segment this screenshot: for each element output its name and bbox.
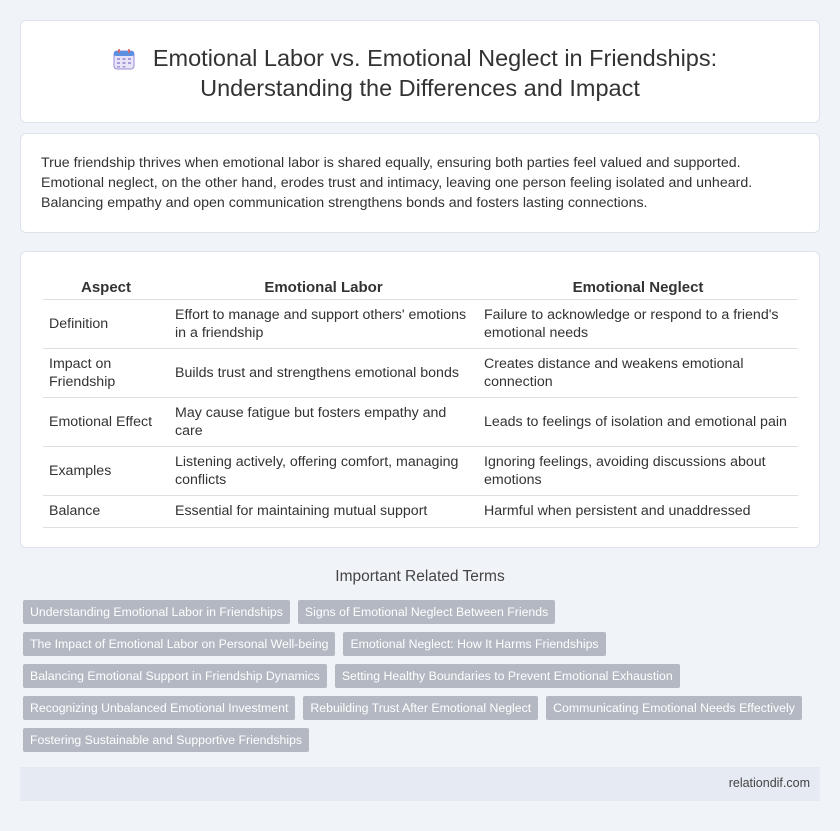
related-term-link[interactable]: Fostering Sustainable and Supportive Friendships xyxy=(23,728,309,752)
footer-site-link[interactable]: relationdif.com xyxy=(728,776,810,790)
header-aspect: Aspect xyxy=(43,274,169,299)
table-cell: Harmful when persistent and unaddressed xyxy=(478,495,798,527)
table-header-row xyxy=(43,274,798,299)
related-term-link[interactable]: Balancing Emotional Support in Friendship Dynamics xyxy=(23,664,327,688)
table-cell: Examples xyxy=(43,446,169,495)
related-term-link[interactable]: Communicating Emotional Needs Effectively xyxy=(546,696,802,720)
intro-card xyxy=(20,133,820,233)
table-cell: Impact on Friendship xyxy=(43,348,169,397)
footer xyxy=(20,767,820,801)
page-title xyxy=(21,43,819,103)
table-row xyxy=(43,397,798,446)
table-cell: Definition xyxy=(43,299,169,348)
table-cell: Effort to manage and support others' emotions in a friendship xyxy=(169,299,478,348)
related-term-link[interactable]: Recognizing Unbalanced Emotional Investment xyxy=(23,696,295,720)
header-emotional-neglect: Emotional Neglect xyxy=(478,274,798,299)
table-cell: May cause fatigue but fosters empathy and care xyxy=(169,397,478,446)
comparison-card xyxy=(20,251,820,548)
table-cell: Emotional Effect xyxy=(43,397,169,446)
table-row xyxy=(43,446,798,495)
table-cell: Leads to feelings of isolation and emotional pain xyxy=(478,397,798,446)
related-term-link[interactable]: Rebuilding Trust After Emotional Neglect xyxy=(303,696,538,720)
page-title-line-2: Understanding the Differences and Impact xyxy=(200,75,640,101)
table-cell: Listening actively, offering comfort, managing conflicts xyxy=(169,446,478,495)
header-emotional-labor: Emotional Labor xyxy=(169,274,478,299)
table-cell: Balance xyxy=(43,495,169,527)
intro-paragraph: True friendship thrives when emotional labor is shared equally, ensuring both parties feel valued and supported. Emotional neglect, on the other hand, erodes trust and intimacy, leaving one person feeling isolated and unheard. Balancing empathy and open communication strengthens bonds and fosters lasting connections. xyxy=(41,155,753,211)
table-cell: Builds trust and strengthens emotional bonds xyxy=(169,348,478,397)
page-title-line-1: Emotional Labor vs. Emotional Neglect in Friendships: xyxy=(152,45,718,71)
comparison-table xyxy=(43,274,798,528)
related-terms-title: Important Related Terms xyxy=(335,568,505,585)
related-term-link[interactable]: Emotional Neglect: How It Harms Friendships xyxy=(343,632,605,656)
table-cell: Ignoring feelings, avoiding discussions about emotions xyxy=(478,446,798,495)
table-row xyxy=(43,299,798,348)
related-term-link[interactable]: Understanding Emotional Labor in Friendships xyxy=(23,600,290,624)
table-cell: Failure to acknowledge or respond to a friend's emotional needs xyxy=(478,299,798,348)
related-terms-list xyxy=(23,600,813,752)
table-cell: Essential for maintaining mutual support xyxy=(169,495,478,527)
table-row xyxy=(43,348,798,397)
related-term-link[interactable]: Setting Healthy Boundaries to Prevent Emotional Exhaustion xyxy=(335,664,680,688)
related-term-link[interactable]: The Impact of Emotional Labor on Personal Well-being xyxy=(23,632,335,656)
table-row xyxy=(43,495,798,527)
related-term-link[interactable]: Signs of Emotional Neglect Between Friends xyxy=(298,600,555,624)
title-card xyxy=(20,20,820,123)
table-cell: Creates distance and weakens emotional connection xyxy=(478,348,798,397)
